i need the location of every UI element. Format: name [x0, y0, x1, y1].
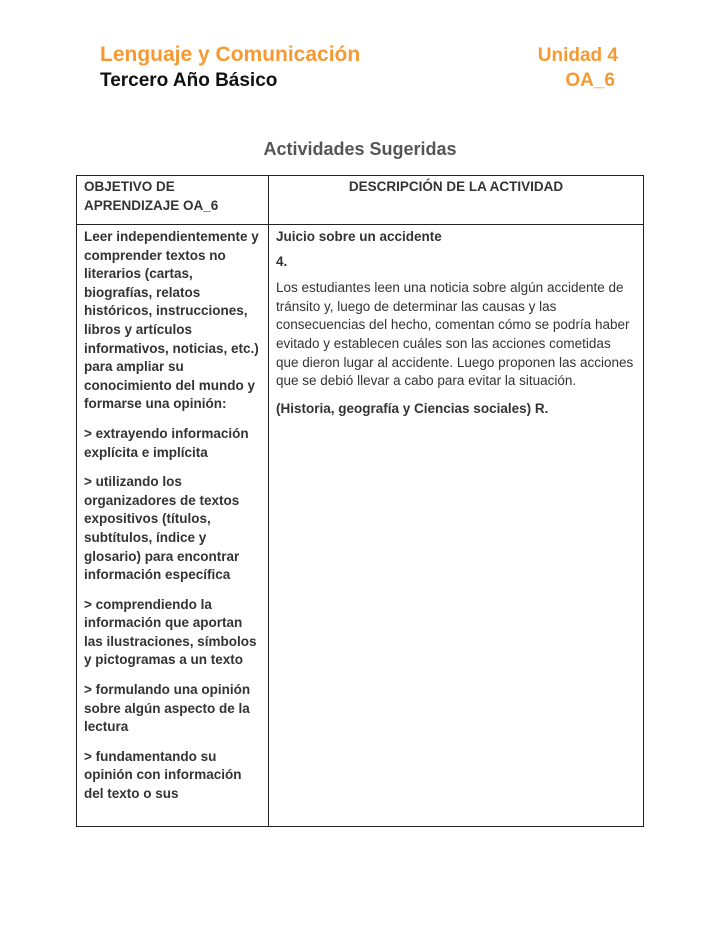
objective-paragraph: > extrayendo información explícita e implícita: [84, 425, 249, 460]
header-left: [100, 42, 360, 93]
objective-paragraph: > comprendiendo la información que aportan las ilustraciones, símbolos y pictogramas a un texto: [84, 596, 257, 668]
objective-paragraph: > fundamentando su opinión con información del texto o sus: [84, 748, 242, 802]
activity-description: Los estudiantes leen una noticia sobre algún accidente de tránsito y, luego de determinar las causas y las consecuencias del hecho, comentan cómo se podría haber evitado y establecen cuáles son las acciones cometidas que dieron lugar al accidente. Luego proponen las acciones que se debió llevar a cabo para evitar la situación.: [276, 280, 634, 389]
subject-title: Lenguaje y Comunicación: [100, 43, 361, 66]
objective-column-header: OBJETIVO DE APRENDIZAJE OA_6: [77, 176, 269, 225]
objective-paragraph: Leer independientemente y comprender textos no literarios (cartas, biografías, relatos históricos, instrucciones, libros y artículos informativos, noticias, etc.) para ampliar su conocimiento del mundo y formarse una opinión:: [84, 229, 259, 412]
section-title: Actividades Sugeridas: [263, 139, 457, 159]
oa-code-label: OA_6: [565, 70, 615, 91]
objective-paragraph: > formulando una opinión sobre algún aspecto de la lectura: [84, 682, 251, 735]
table-header-row: [77, 176, 644, 225]
objective-paragraph: > utilizando los organizadores de textos expositivos (títulos, subtítulos, índice y glosario) para encontrar información específica: [84, 474, 240, 583]
description-cell: [269, 225, 644, 827]
objective-cell: [77, 225, 269, 827]
header-right: [538, 44, 618, 93]
activity-title: Juicio sobre un accidente: [276, 229, 442, 244]
table-row: [77, 225, 644, 827]
description-column-header: DESCRIPCIÓN DE LA ACTIVIDAD: [269, 176, 644, 225]
activities-table: [76, 175, 644, 827]
unit-label: Unidad 4: [537, 45, 618, 66]
grade-title: Tercero Año Básico: [100, 70, 278, 91]
activity-subjects: (Historia, geografía y Ciencias sociales) R.: [276, 400, 549, 416]
activity-number: 4.: [276, 253, 288, 269]
